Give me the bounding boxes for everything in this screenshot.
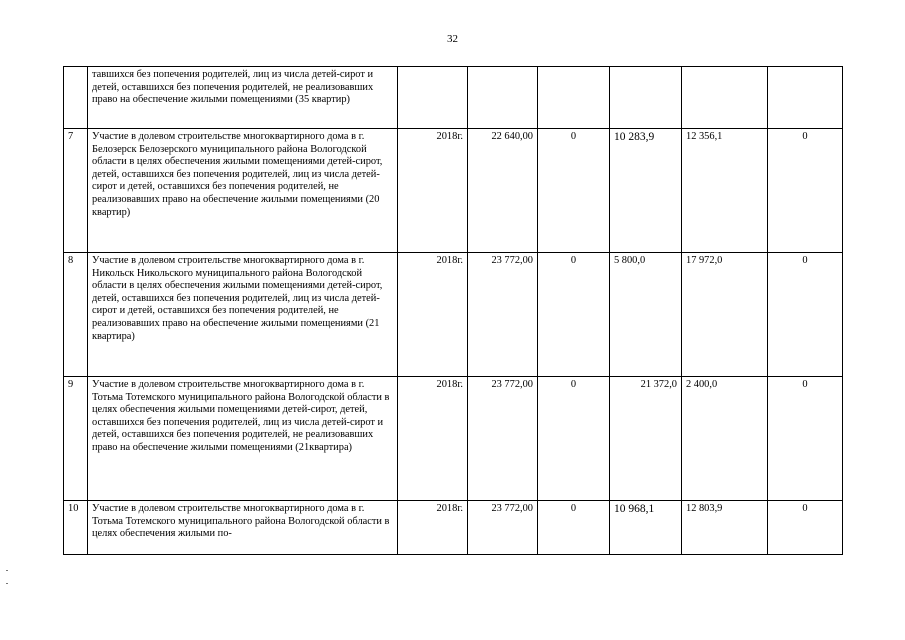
row-local: 12 356,1 [682, 129, 768, 253]
table-row [64, 501, 843, 555]
table-row [64, 377, 843, 501]
table-row [64, 129, 843, 253]
row-other [768, 67, 843, 129]
row-regional: 21 372,0 [610, 377, 682, 501]
row-other: 0 [768, 129, 843, 253]
row-regional: 10 283,9 [610, 129, 682, 253]
row-year [398, 67, 468, 129]
row-total: 22 640,00 [468, 129, 538, 253]
row-total: 23 772,00 [468, 501, 538, 555]
row-number [64, 67, 88, 129]
row-other: 0 [768, 253, 843, 377]
row-local: 17 972,0 [682, 253, 768, 377]
row-number: 8 [64, 253, 88, 377]
row-federal: 0 [538, 501, 610, 555]
row-number: 7 [64, 129, 88, 253]
row-year: 2018г. [398, 377, 468, 501]
row-regional [610, 67, 682, 129]
row-number: 10 [64, 501, 88, 555]
row-local [682, 67, 768, 129]
row-year: 2018г. [398, 501, 468, 555]
row-other: 0 [768, 377, 843, 501]
row-regional: 5 800,0 [610, 253, 682, 377]
row-description: Участие в долевом строительстве многоквартирного дома в г. Тотьма Тотемского муниципального района Вологодской области в целях обеспечения жилыми помещениями детей-сирот, детей, оставшихся без попечения родителей, лиц из числа детей-сирот и детей, оставшихся без попечения родителей, не реализовавших право на обеспечение жилыми помещениями (21квартира) [88, 377, 398, 501]
row-federal [538, 67, 610, 129]
program-table [63, 66, 843, 555]
row-description: Участие в долевом строительстве многоквартирного дома в г. Тотьма Тотемского муниципального района Вологодской области в целях обеспечения жилыми по- [88, 501, 398, 555]
row-description: тавшихся без попечения родителей, лиц из числа детей-сирот и детей, оставшихся без попечения родителей, не реализовавших право на обеспечение жилыми помещениями (35 квартир) [88, 67, 398, 129]
row-federal: 0 [538, 253, 610, 377]
page-number: 32 [447, 33, 458, 45]
row-regional: 10 968,1 [610, 501, 682, 555]
row-federal: 0 [538, 377, 610, 501]
row-total: 23 772,00 [468, 253, 538, 377]
row-local: 12 803,9 [682, 501, 768, 555]
table-row [64, 253, 843, 377]
row-description: Участие в долевом строительстве многоквартирного дома в г. Никольск Никольского муниципального района Вологодской области в целях обеспечения жилыми помещениями детей-сирот, детей, оставшихся без попечения родителей, лиц из числа детей-сирот и детей, оставшихся без попечения родителей, не реализовавших право на обеспечение жилыми помещениями (21 квартира) [88, 253, 398, 377]
scan-mark [6, 583, 8, 584]
row-number: 9 [64, 377, 88, 501]
row-federal: 0 [538, 129, 610, 253]
table-row [64, 67, 843, 129]
scan-mark [6, 570, 8, 571]
row-other: 0 [768, 501, 843, 555]
row-year: 2018г. [398, 129, 468, 253]
row-total [468, 67, 538, 129]
row-description: Участие в долевом строительстве многоквартирного дома в г. Белозерск Белозерского муниципального района Вологодской области в целях обеспечения жилыми помещениями детей-сирот, детей, оставшихся без попечения родителей, лиц из числа детей-сирот и детей, оставшихся без попечения родителей, не реализовавших право на обеспечение жилыми помещениями (20 квартир) [88, 129, 398, 253]
row-year: 2018г. [398, 253, 468, 377]
row-total: 23 772,00 [468, 377, 538, 501]
row-local: 2 400,0 [682, 377, 768, 501]
